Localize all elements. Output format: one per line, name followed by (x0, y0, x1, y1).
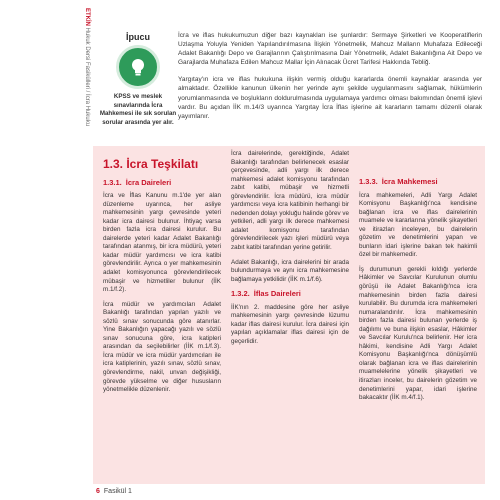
intro-text (178, 31, 482, 129)
column-2-paragraph-2: Adalet Bakanlığı, icra dairelerini bir arada bulundurmaya ve aynı icra mahkemesine bağlamaya yetkilidir (İİK m.1/f.6). (231, 258, 349, 283)
side-strip-label: Hukuk Dersi Fasikülleri / İcra Hukuku (84, 27, 90, 127)
column-3 (359, 176, 477, 409)
footer-label: Fasikül 1 (103, 488, 132, 495)
section-heading: 1.3. İcra Teşkilatı (103, 157, 199, 171)
tip-text: KPSS ve meslek sınavlarında İcra Mahkemesi ile sık sorulan sorular arasında yer alır. (99, 93, 177, 126)
subsection-number-2: 1.3.2. (231, 289, 250, 299)
column-3-paragraph-2: İş durumunun gerekli kıldığı yerlerde Hâkimler ve Savcılar Kurulunun olumlu görüşü ile Adalet Bakanlığı'nca icra mahkemesinin birden fazla dairesi kurulabilir. Bu durumda icra mahkemeleri numaralandırılır. İcra mahkemesinin birden fazla dairesi bulunan yerlerde iş dağılımı ve buna ilişkin esaslar, Hâkimler ve Savcılar Kurulu'nca belirlenir. Her icra hâkimi, kendisine Adli Yargı Adalet Komisyonu Başkanlığı'nca dönüşümlü olarak bağlanan icra ve iflas dairelerinin muamelelerine yönelik şikayetleri ve itirazları inceler, bu dairelerin gözetim ve denetimlerini yapar, idari işlerine bakacaktır (İİK m.4/f.1). (359, 265, 477, 402)
side-strip-brand: ETKİN (84, 8, 90, 26)
column-1 (103, 154, 221, 401)
subsection-number-1: 1.3.1. (103, 177, 122, 187)
column-1-paragraph-2: İcra müdür ve yardımcıları Adalet Bakanlığı tarafından yapılan yazılı ve sözlü sınav sonucunda göre atanırlar. Yine Bakanlığın yapacağı yazılı ve sözlü sınav sonucuna göre, icra katipleri arasından da seçilebilirler (İİK m.1/f.3). İcra müdür ve icra müdür yardımcıları ile icra katiplerinin, yazılı sınav, sözlü sınav, görevlendirme, nakil, unvan değişikliği, görevde yükselme ve diğer hususların yönetmelikle düzenlenir. (103, 300, 221, 394)
lightbulb-icon (116, 45, 160, 89)
subsection-heading-1 (103, 179, 221, 188)
column-1-paragraph-1: İcra ve İflas Kanunu m.1'de yer alan düzenleme uyarınca, her asliye mahkemesinin yargı çevresinde yeteri kadar icra dairesi bulunur. İhtiyaç varsa birden fazla icra dairesi kurulur. Bu dairelerde yeteri kadar Adalet Bakanlığı tarafından atanmış, bir icra müdürü, yeteri kadar müdür yardımcısı ve icra katibi görevlendirilir. Ayrıca o yer mahkemesinin adalet komisyonunca görevlendirilecek mübaşir ve hizmetliler bulunur (İİK m.1/f.2). (103, 192, 221, 294)
intro-paragraph-2: Yargıtay'ın icra ve iflas hukukuna ilişkin vermiş olduğu kararlarda önemli kaynaklar arasında yer almaktadır. Özellikle kanunun ülkenin her yerinde aynı şekilde uygulanmasını sağlamak, hükümlerin yorumlanmasında ve boşlukların doldurulmasında uygulamaya yardımcı olması bakımından önemli işlevi vardır. Bu açıdan İİK m.14/3 uyarınca Yargıtay İcra İflas işlerine ait kararların tamamı düzenli olarak yayımlanır. (178, 76, 482, 120)
tip-box (97, 30, 179, 150)
column-2-paragraph-1: İcra dairelerinde, gerektiğinde, Adalet Bakanlığı tarafından belirlenecek esaslar çerçevesinde, adli yargı ilk derece mahkemesi adalet komisyonu tarafından zabıt katibi, mübaşir ve hizmetli görevlendirilir. İcra müdürü, icra müdür yardımcısı veya icra katibinin herhangi bir nedenden dolayı yokluğu halinde görev ve yetkileri, adli yargı ilk derece mahkemesi adalet komisyonu tarafından görevlendirilecek yazı işleri müdürü veya zabıt katibi tarafından yerine getirilir. (231, 150, 349, 252)
side-strip (82, 8, 92, 130)
column-2-paragraph-3: İİK'nın 2. maddesine göre her asliye mahkemesinin yargı çevresinde lüzumu kadar iflas dairesi kurulur. İcra dairesi için yapılan açıklamalar iflas dairesi için de geçerlidir. (231, 303, 349, 345)
side-strip-text (82, 8, 92, 130)
subsection-title-3: İcra Mahkemesi (381, 177, 438, 186)
subsection-heading-2 (231, 290, 349, 299)
page-footer (96, 488, 132, 495)
column-3-paragraph-1: İcra mahkemeleri, Adli Yargı Adalet Komisyonu Başkanlığı'nca kendisine bağlanan icra ve iflas dairelerinin muamele ve kararlarına yönelik şikayetleri ve itirazları inceleyen, bu dairelerin gözetim ve denetimlerini yapan ve bunların idari işlerine bakan tek hakimli özel bir mahkemedir. (359, 191, 477, 259)
subsection-heading-3 (359, 178, 477, 187)
column-2 (231, 150, 349, 352)
subsection-title-2: İflas Daireleri (253, 289, 301, 299)
subsection-title-1: İcra Daireleri (125, 177, 172, 187)
page-number: 6 (96, 488, 100, 495)
tip-title: İpucu (126, 32, 150, 42)
section-box (93, 146, 485, 484)
intro-paragraph-1: İcra ve iflas hukukumuzun diğer bazı kaynakları ise şunlardır: Sermaye Şirketleri ve Kooperatiflerin Uzlaşma Yoluyla Yeniden Yapılandırılmasına İlişkin Yönetmelik, Mahcuz Malların Muhafaza Edileceği Adalet Bakanlığı Depo ve Garajlarının Çalıştırılmasına Dair Yönetmelik, Adalet Bakanlığına Ait Depo ve Garajlarda Muhafaza Edilen Mahcuz Mallar İçin Alınacak Ücret Tarifesi Hakkında Tebliğ. (178, 32, 482, 67)
subsection-number-3: 1.3.3. (359, 177, 378, 186)
